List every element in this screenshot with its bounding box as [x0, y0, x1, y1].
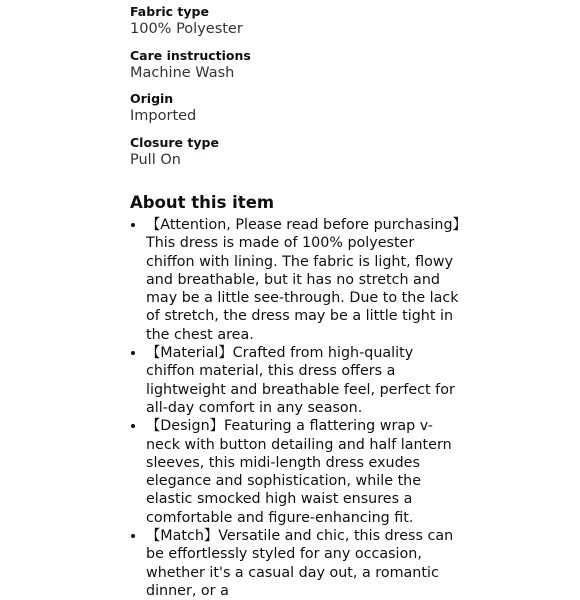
- detail-value: Pull On: [130, 151, 181, 168]
- about-bullet-list: [130, 216, 460, 600]
- bullet-material: • 【Material】Crafted from high-quality chiffon material, this dress offers a lightweight and breathable feel, perfect for all-day comfort in any season.: [146, 344, 460, 417]
- bullet-design: • 【Design】Featuring a flattering wrap v-neck with button detailing and half lantern sleeves, this midi-length dress exudes elegance and sophistication, while the elastic smocked high waist ensures a comfortable and figure-enhancing fit.: [146, 417, 460, 527]
- detail-care-instructions: [130, 48, 550, 83]
- product-details: [130, 4, 550, 178]
- detail-value: Machine Wash: [130, 64, 235, 81]
- detail-fabric-type: [130, 4, 550, 39]
- detail-origin: [130, 91, 550, 126]
- bullet-match: • 【Match】Versatile and chic, this dress can be effortlessly styled for any occasion, whether it's a casual day out, a romantic dinner, or a: [146, 527, 460, 600]
- detail-label: Closure type: [130, 134, 219, 150]
- detail-label: Fabric type: [130, 4, 209, 19]
- bullet-attention: • 【Attention, Please read before purchasing】This dress is made of 100% polyester chiffon with lining. The fabric is light, flowy and breathable, but it has no stretch and may be a little see-through. Due to the lack of stretch, the dress may be a little tight in the chest area.: [146, 216, 460, 344]
- detail-label: Origin: [130, 91, 174, 106]
- detail-closure-type: [130, 135, 550, 170]
- about-this-item-section: [130, 192, 460, 600]
- detail-value: Imported: [130, 108, 197, 124]
- detail-value: 100% Polyester: [130, 21, 243, 37]
- detail-label: Care instructions: [130, 47, 251, 63]
- about-heading: About this item: [130, 193, 275, 212]
